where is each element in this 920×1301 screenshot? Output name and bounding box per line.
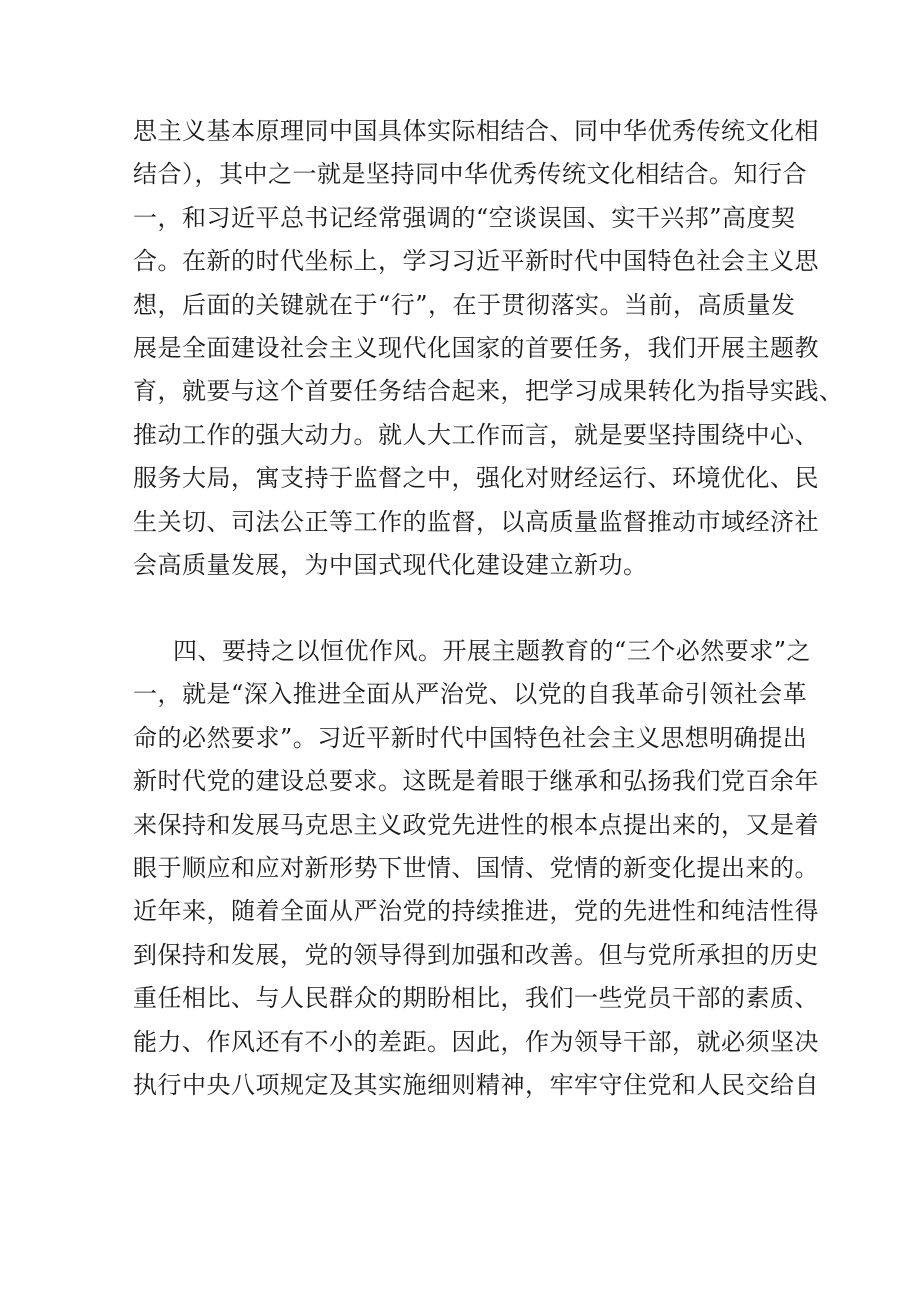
paragraph-line: 眼于顺应和应对新形势下世情、国情、党情的新变化提出来的。: [133, 853, 819, 882]
paragraph-1: [133, 110, 844, 587]
paragraph-2: [133, 630, 819, 1107]
paragraph-line: 重任相比、与人民群众的期盼相比，我们一些党员干部的素质、: [133, 984, 819, 1013]
paragraph-line: 想，后面的关键就在于“行”，在于贯彻落实。当前，高质量发: [133, 290, 796, 319]
paragraph-line: 推动工作的强大动力。就人大工作而言，就是要坚持围绕中心、: [133, 420, 819, 449]
paragraph-line: 一，就是“深入推进全面从严治党、以党的自我革命引领社会革: [133, 680, 808, 709]
paragraph-line: 一，和习近平总书记经常强调的“空谈误国、实干兴邦”高度契: [133, 203, 796, 232]
paragraph-line: 思主义基本原理同中国具体实际相结合、同中华优秀传统文化相: [133, 117, 819, 145]
paragraph-line: 能力、作风还有不小的差距。因此，作为领导干部，就必须坚决: [133, 1027, 819, 1056]
paragraph-line: 展是全面建设社会主义现代化国家的首要任务，我们开展主题教: [133, 333, 819, 362]
paragraph-line: 育，就要与这个首要任务结合起来，把学习成果转化为指导实践、: [133, 377, 844, 406]
paragraph-line: 到保持和发展，党的领导得到加强和改善。但与党所承担的历史: [133, 940, 819, 969]
paragraph-line: 生关切、司法公正等工作的监督，以高质量监督推动市域经济社: [133, 507, 819, 536]
paragraph-line: 命的必然要求”。习近平新时代中国特色社会主义思想明确提出: [133, 723, 808, 752]
paragraph-line: 新时代党的建设总要求。这既是着眼于继承和弘扬我们党百余年: [133, 767, 819, 796]
paragraph-line: 会高质量发展，为中国式现代化建设建立新功。: [133, 550, 648, 579]
paragraph-line: 合。在新的时代坐标上，学习习近平新时代中国特色社会主义思: [133, 247, 819, 276]
paragraph-line: 来保持和发展马克思主义政党先进性的根本点提出来的，又是着: [133, 810, 819, 839]
paragraph-line: 近年来，随着全面从严治党的持续推进，党的先进性和纯洁性得: [133, 897, 819, 926]
paragraph-line: 四、要持之以恒优作风。开展主题教育的“三个必然要求”之: [173, 637, 812, 665]
paragraph-line: 执行中央八项规定及其实施细则精神，牢牢守住党和人民交给自: [133, 1070, 819, 1099]
paragraph-line: 结合），其中之一就是坚持同中华优秀传统文化相结合。知行合: [133, 160, 807, 189]
paragraph-line: 服务大局，寓支持于监督之中，强化对财经运行、环境优化、民: [133, 464, 819, 493]
